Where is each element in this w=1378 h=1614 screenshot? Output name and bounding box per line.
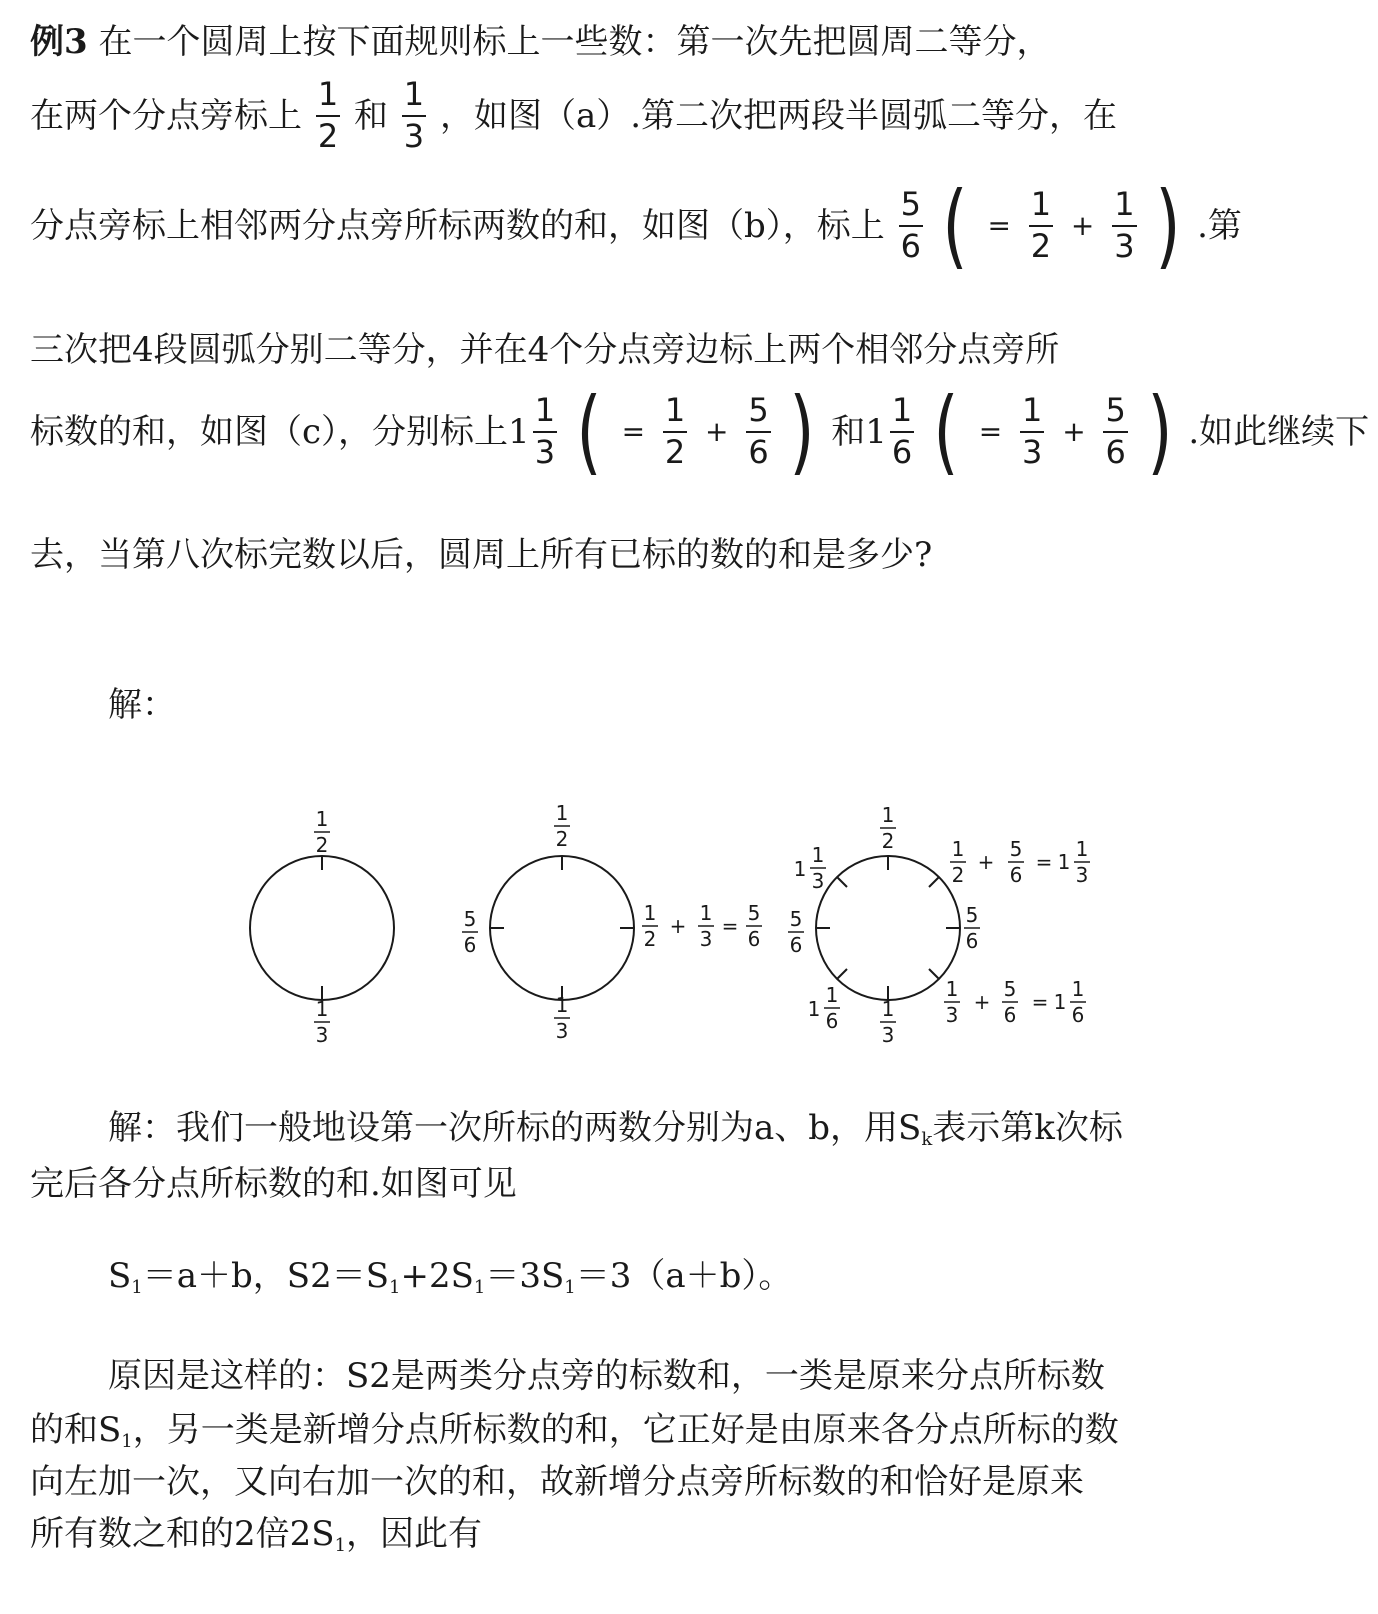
- reason-line-4: 所有数之和的2倍$2S_1$，因此有: [30, 1514, 483, 1556]
- label-b-right: [642, 901, 762, 951]
- svg-text:5: 5: [1009, 837, 1023, 861]
- label-b-left: [462, 907, 478, 957]
- right-paren: ): [1155, 172, 1181, 279]
- svg-text:1: 1: [555, 993, 569, 1017]
- fraction-five-sixths: $\frac{5}{6}$: [1105, 391, 1126, 471]
- svg-text:1: 1: [881, 997, 895, 1021]
- svg-text:1: 1: [315, 997, 329, 1021]
- problem-line-1: [30, 22, 1050, 62]
- solution-line-1: 解：我们一般地设第一次所标的两数分别为a、b，用$S_k$表示第k次标: [108, 1108, 1123, 1150]
- svg-text:1: 1: [825, 983, 839, 1007]
- equals-sign: =: [978, 415, 1003, 448]
- svg-text:6: 6: [463, 933, 477, 957]
- fraction-one-half: $\frac{1}{2}$: [664, 391, 686, 471]
- problem-line-3: [30, 172, 1242, 279]
- label-c-upper-left: [794, 843, 826, 893]
- circle-b: [490, 856, 634, 1000]
- svg-text:1: 1: [945, 977, 959, 1001]
- problem-text-6: 去，当第八次标完数以后，圆周上所有已标的数的和是多少?: [30, 535, 933, 575]
- svg-text:3: 3: [699, 927, 713, 951]
- svg-text:2: 2: [315, 833, 329, 857]
- fraction-one-sixth: $\frac{1}{6}$: [891, 391, 913, 471]
- svg-text:1: 1: [951, 837, 965, 861]
- circle-diagram-figure: [0, 790, 1378, 1060]
- fraction-one-third: $\frac{1}{3}$: [1114, 185, 1135, 265]
- plus-sign: +: [705, 415, 729, 448]
- svg-text:3: 3: [945, 1003, 959, 1027]
- right-paren: ): [1147, 378, 1173, 485]
- fraction-one-half: $\frac{1}{2}$: [1030, 185, 1052, 265]
- svg-text:6: 6: [825, 1009, 839, 1033]
- equals-sign: =: [987, 209, 1011, 242]
- solution-line-2: 完后各分点所标数的和.如图可见: [30, 1164, 517, 1204]
- problem-text-1: 在一个圆周上按下面规则标上一些数：第一次先把圆周二等分，: [98, 22, 1051, 62]
- fraction-five-sixths: $\frac{5}{6}$: [900, 185, 921, 265]
- label-c-right: [964, 903, 980, 953]
- fraction-one-half: $\frac{1}{2}$: [317, 75, 339, 155]
- svg-text:=: =: [721, 914, 739, 938]
- reason-line-2: 的和$S_1$，另一类是新增分点所标数的和，它正好是由原来各分点所标的数: [30, 1410, 1119, 1452]
- plus-sign: +: [1062, 415, 1086, 448]
- svg-text:6: 6: [965, 929, 979, 953]
- svg-text:1: 1: [643, 901, 657, 925]
- svg-text:1: 1: [315, 807, 329, 831]
- fraction-five-sixths: $\frac{5}{6}$: [748, 391, 769, 471]
- svg-text:6: 6: [1071, 1003, 1085, 1027]
- svg-text:1: 1: [1071, 977, 1085, 1001]
- label-c-lower-left: [808, 983, 840, 1033]
- svg-text:2: 2: [951, 863, 965, 887]
- svg-text:6: 6: [1009, 863, 1023, 887]
- svg-text:+: +: [977, 850, 995, 874]
- problem-line-5: [30, 378, 1370, 485]
- problem-text-2c: ，如图（a）.第二次把两段半圆弧二等分，在: [439, 95, 1118, 136]
- svg-text:3: 3: [881, 1023, 895, 1047]
- problem-text-2b: 和: [353, 95, 388, 136]
- fraction-one-third: $\frac{1}{3}$: [1022, 391, 1043, 471]
- svg-text:+: +: [669, 914, 687, 938]
- svg-text:=: =: [1031, 990, 1049, 1014]
- problem-text-4: 三次把4段圆弧分别二等分，并在4个分点旁边标上两个相邻分点旁所: [30, 330, 1060, 370]
- svg-text:3: 3: [555, 1019, 569, 1043]
- fraction-one-third: $\frac{1}{3}$: [534, 391, 556, 471]
- svg-text:6: 6: [789, 933, 803, 957]
- svg-text:6: 6: [747, 927, 761, 951]
- svg-text:6: 6: [1003, 1003, 1017, 1027]
- problem-text-2a: 在两个分点旁标上: [30, 95, 302, 136]
- svg-text:1: 1: [1057, 850, 1071, 874]
- problem-text-5b: 和1: [831, 412, 887, 452]
- label-c-left: [788, 907, 804, 957]
- problem-line-6: [30, 535, 932, 575]
- problem-text-3a: 分点旁标上相邻两分点旁所标两数的和，如图（b），标上: [30, 206, 885, 246]
- label-c-bottom: [880, 997, 896, 1047]
- svg-text:3: 3: [811, 869, 825, 893]
- svg-text:3: 3: [315, 1023, 329, 1047]
- svg-text:=: =: [1035, 850, 1053, 874]
- equation-s1-s2: $S_1=a+b$，$S2=S_1+2S_1=3S_1=3(a+b)$。: [108, 1256, 793, 1298]
- reason-line-1: 原因是这样的：S2是两类分点旁的标数和，一类是原来分点所标数: [108, 1356, 1105, 1396]
- svg-text:3: 3: [1075, 863, 1089, 887]
- svg-text:2: 2: [643, 927, 657, 951]
- svg-text:1: 1: [811, 843, 825, 867]
- equals-sign: =: [621, 415, 646, 448]
- problem-line-2: [30, 75, 1118, 155]
- svg-text:1: 1: [881, 803, 895, 827]
- example-label: 例3: [30, 22, 88, 62]
- left-paren: (: [933, 378, 959, 485]
- svg-text:+: +: [973, 990, 991, 1014]
- svg-text:2: 2: [881, 829, 895, 853]
- svg-text:5: 5: [1003, 977, 1017, 1001]
- svg-text:1: 1: [1075, 837, 1089, 861]
- label-a-top: [314, 807, 330, 857]
- fraction-one-third: $\frac{1}{3}$: [403, 75, 425, 155]
- svg-text:1: 1: [699, 901, 713, 925]
- svg-text:1: 1: [793, 857, 807, 881]
- svg-text:5: 5: [747, 901, 761, 925]
- label-c-lower-right: [944, 977, 1086, 1027]
- svg-text:1: 1: [807, 997, 821, 1021]
- left-paren: (: [942, 172, 968, 279]
- problem-text-3b: .第: [1197, 206, 1242, 246]
- circle-a: [250, 856, 394, 1000]
- solution-heading: 解：: [108, 685, 176, 725]
- right-paren: ): [789, 378, 816, 485]
- svg-text:2: 2: [555, 827, 569, 851]
- label-b-bottom: [554, 993, 570, 1043]
- svg-text:5: 5: [965, 903, 979, 927]
- problem-text-5c: .如此继续下: [1188, 412, 1370, 452]
- svg-text:5: 5: [463, 907, 477, 931]
- svg-text:5: 5: [789, 907, 803, 931]
- svg-text:1: 1: [555, 801, 569, 825]
- label-b-top: [554, 801, 570, 851]
- reason-line-3: 向左加一次，又向右加一次的和，故新增分点旁所标数的和恰好是原来: [30, 1462, 1084, 1502]
- label-c-upper-right: [950, 837, 1090, 887]
- label-a-bottom: [314, 997, 330, 1047]
- left-paren: (: [576, 378, 602, 485]
- label-c-top: [880, 803, 896, 853]
- problem-text-5a: 标数的和，如图（c），分别标上1: [30, 412, 530, 452]
- svg-text:1: 1: [1053, 990, 1067, 1014]
- problem-line-4: [30, 330, 1059, 370]
- plus-sign: +: [1070, 209, 1095, 242]
